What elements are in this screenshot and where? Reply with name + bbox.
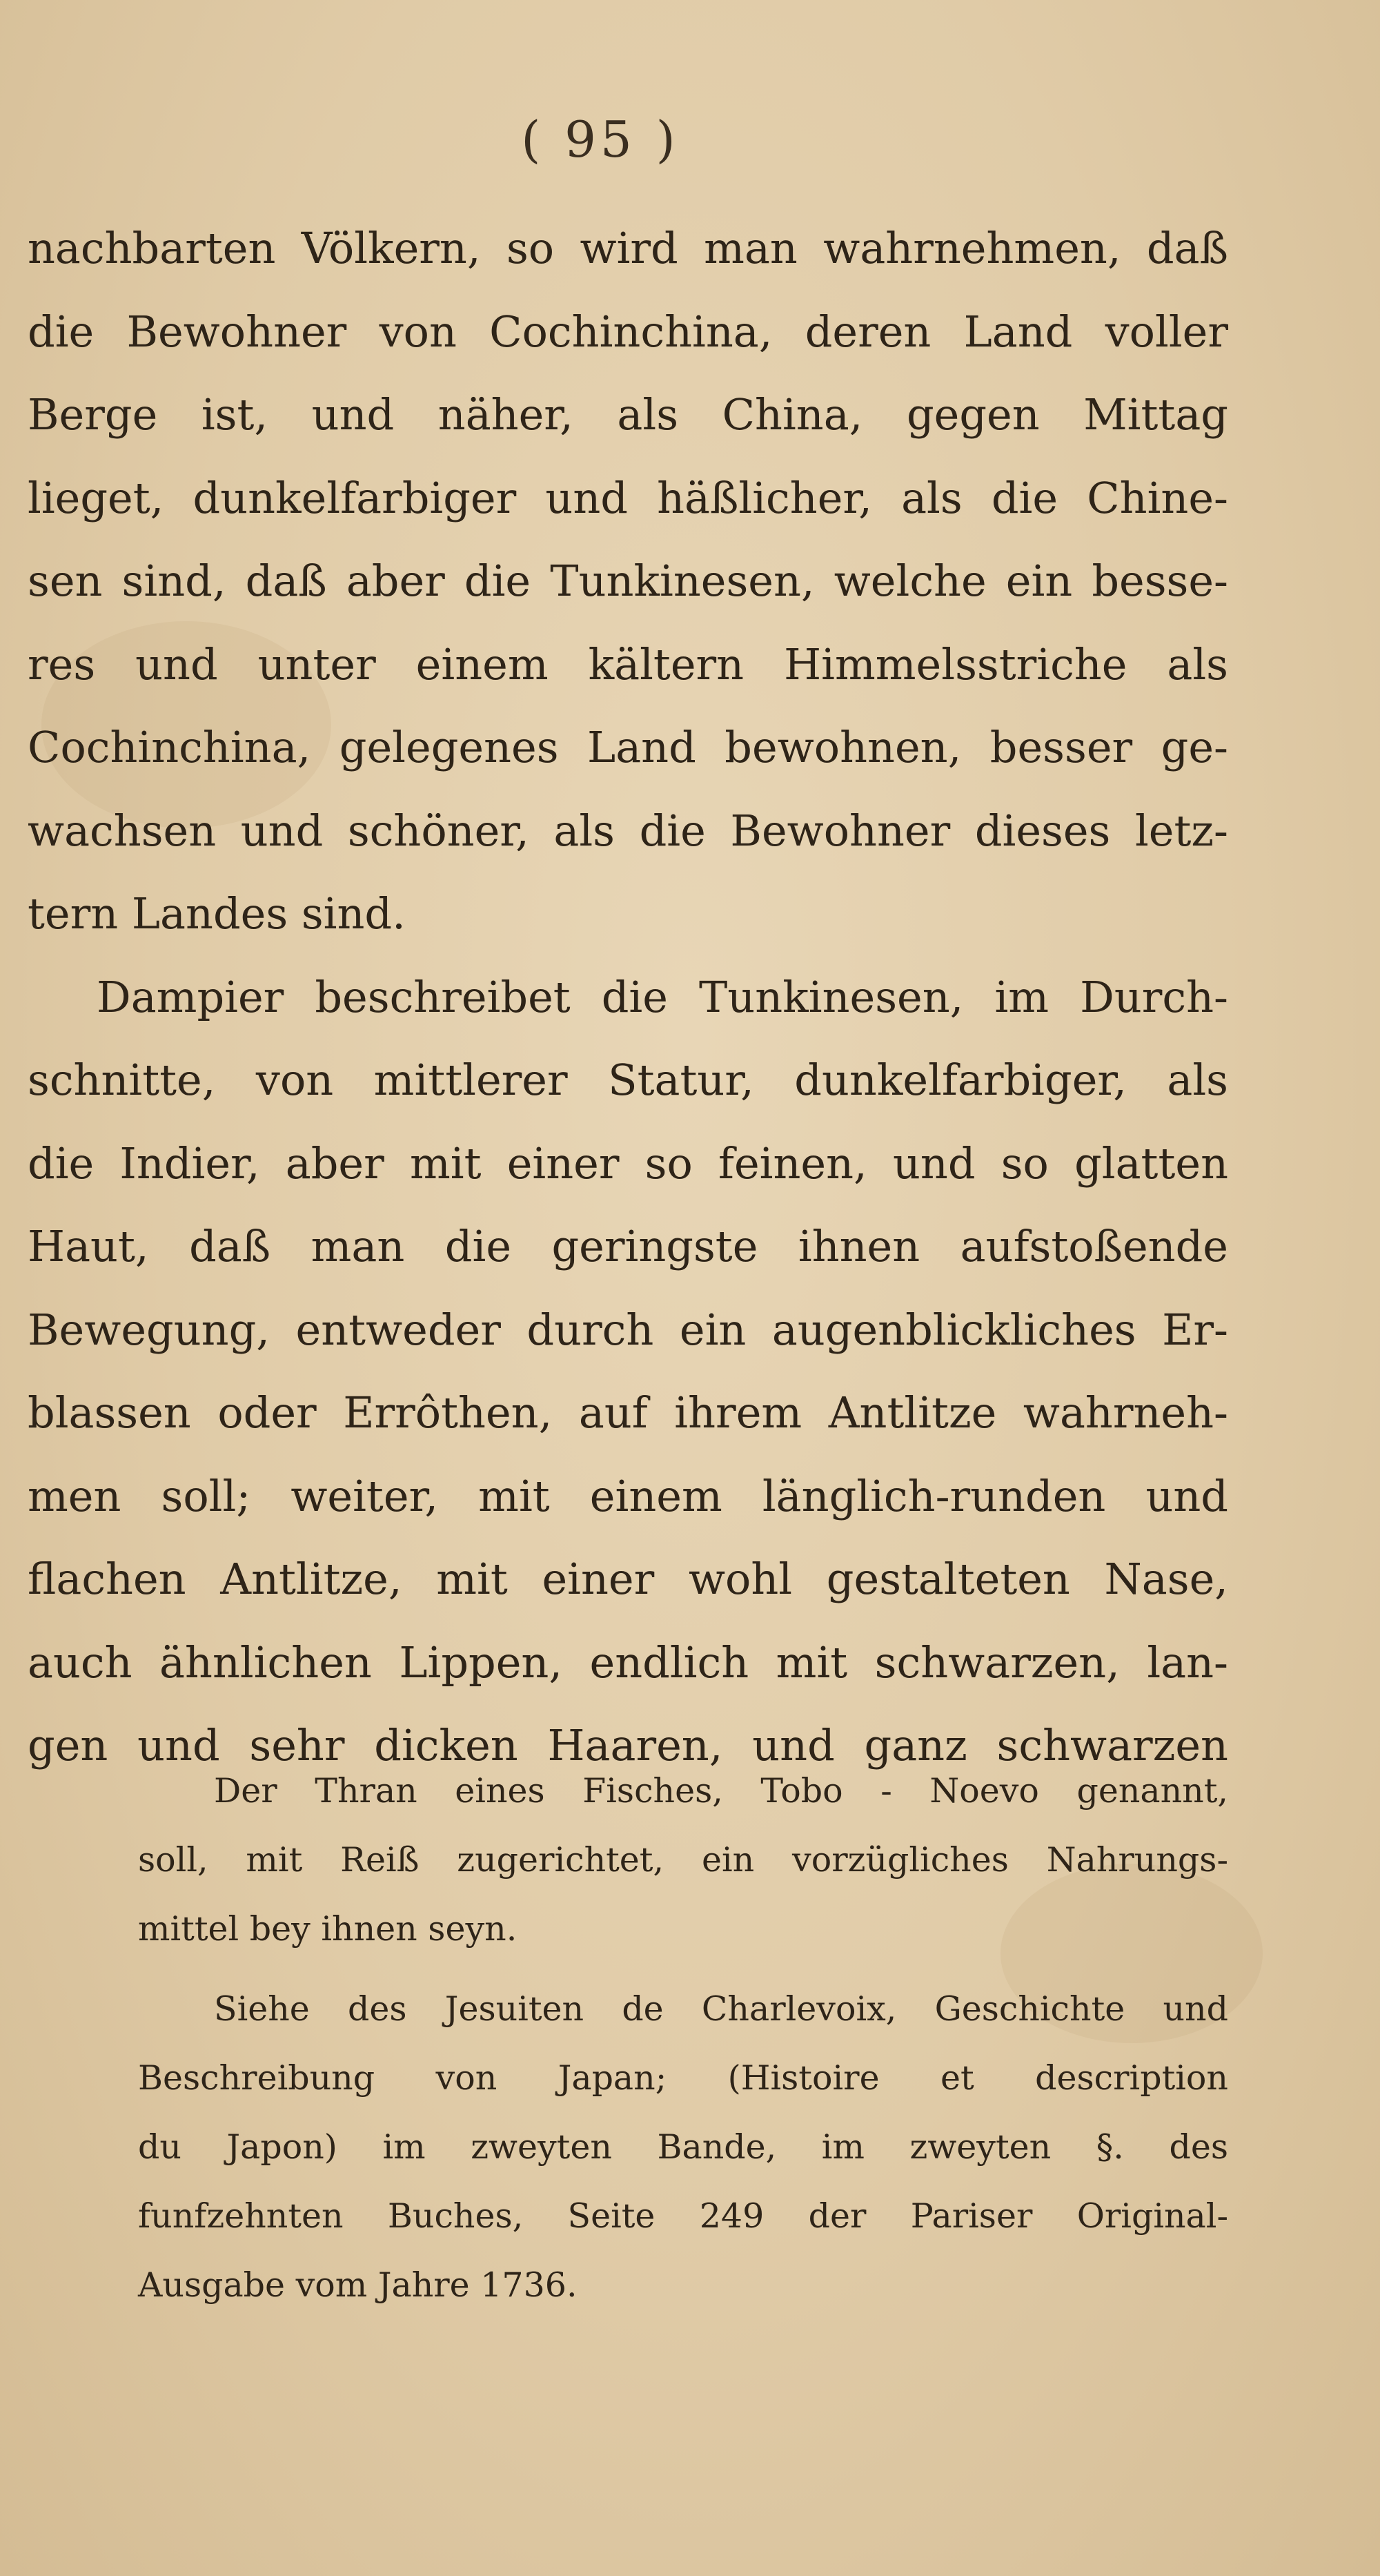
body-line: wachsen und schöner, als die Bewohner dieses letz- xyxy=(28,805,1228,856)
body-line: Berge ist, und näher, als China, gegen Mittag xyxy=(28,389,1228,440)
body-line: Bewegung, entweder durch ein augenblickliches Er- xyxy=(28,1304,1228,1355)
footnote-line: soll, mit Reiß zugerichtet, ein vorzügliches Nahrungs- xyxy=(138,1840,1228,1880)
body-text xyxy=(28,207,1228,1788)
footnote-line: Ausgabe vom Jahre 1736. xyxy=(138,2265,578,2305)
body-line: auch ähnlichen Lippen, endlich mit schwarzen, lan- xyxy=(28,1637,1228,1688)
footnote-line: Siehe des Jesuiten de Charlevoix, Geschichte und xyxy=(214,1989,1228,2029)
footnote-line: Beschreibung von Japan; (Histoire et description xyxy=(138,2058,1228,2098)
footnote-line: Der Thran eines Fisches, Tobo - Noevo genannt, xyxy=(214,1771,1228,1811)
footnote-line: du Japon) im zweyten Bande, im zweyten §. des xyxy=(138,2127,1228,2167)
body-line: gen und sehr dicken Haaren, und ganz schwarzen xyxy=(28,1720,1228,1770)
body-line: schnitte, von mittlerer Statur, dunkelfarbiger, als xyxy=(28,1055,1228,1105)
body-line: sen sind, daß aber die Tunkinesen, welche ein besse- xyxy=(28,556,1228,606)
footnote-line: mittel bey ihnen seyn. xyxy=(138,1909,518,1949)
footnote-line: funfzehnten Buches, Seite 249 der Pariser Original- xyxy=(138,2196,1228,2236)
body-line: nachbarten Völkern, so wird man wahrnehmen, daß xyxy=(28,223,1228,273)
body-line: flachen Antlitze, mit einer wohl gestalteten Nase, xyxy=(28,1554,1228,1604)
body-line: Haut, daß man die geringste ihnen aufstoßende xyxy=(28,1221,1228,1271)
body-line: Dampier beschreibet die Tunkinesen, im Durch- xyxy=(97,971,1228,1022)
body-line: blassen oder Errôthen, auf ihrem Antlitze wahrneh- xyxy=(28,1387,1228,1438)
body-line: men soll; weiter, mit einem länglich-runden und xyxy=(28,1470,1228,1521)
body-line: Cochinchina, gelegenes Land bewohnen, besser ge- xyxy=(28,722,1228,772)
body-line: lieget, dunkelfarbiger und häßlicher, als die Chine- xyxy=(28,472,1228,523)
body-line: die Bewohner von Cochinchina, deren Land voller xyxy=(28,306,1228,357)
body-line: res und unter einem kältern Himmelsstriche als xyxy=(28,638,1228,690)
body-line: tern Landes sind. xyxy=(28,888,406,939)
footnotes xyxy=(138,1757,1228,2320)
page-number: ( 95 ) xyxy=(521,110,680,168)
body-line: die Indier, aber mit einer so feinen, und so glatten xyxy=(28,1138,1228,1189)
